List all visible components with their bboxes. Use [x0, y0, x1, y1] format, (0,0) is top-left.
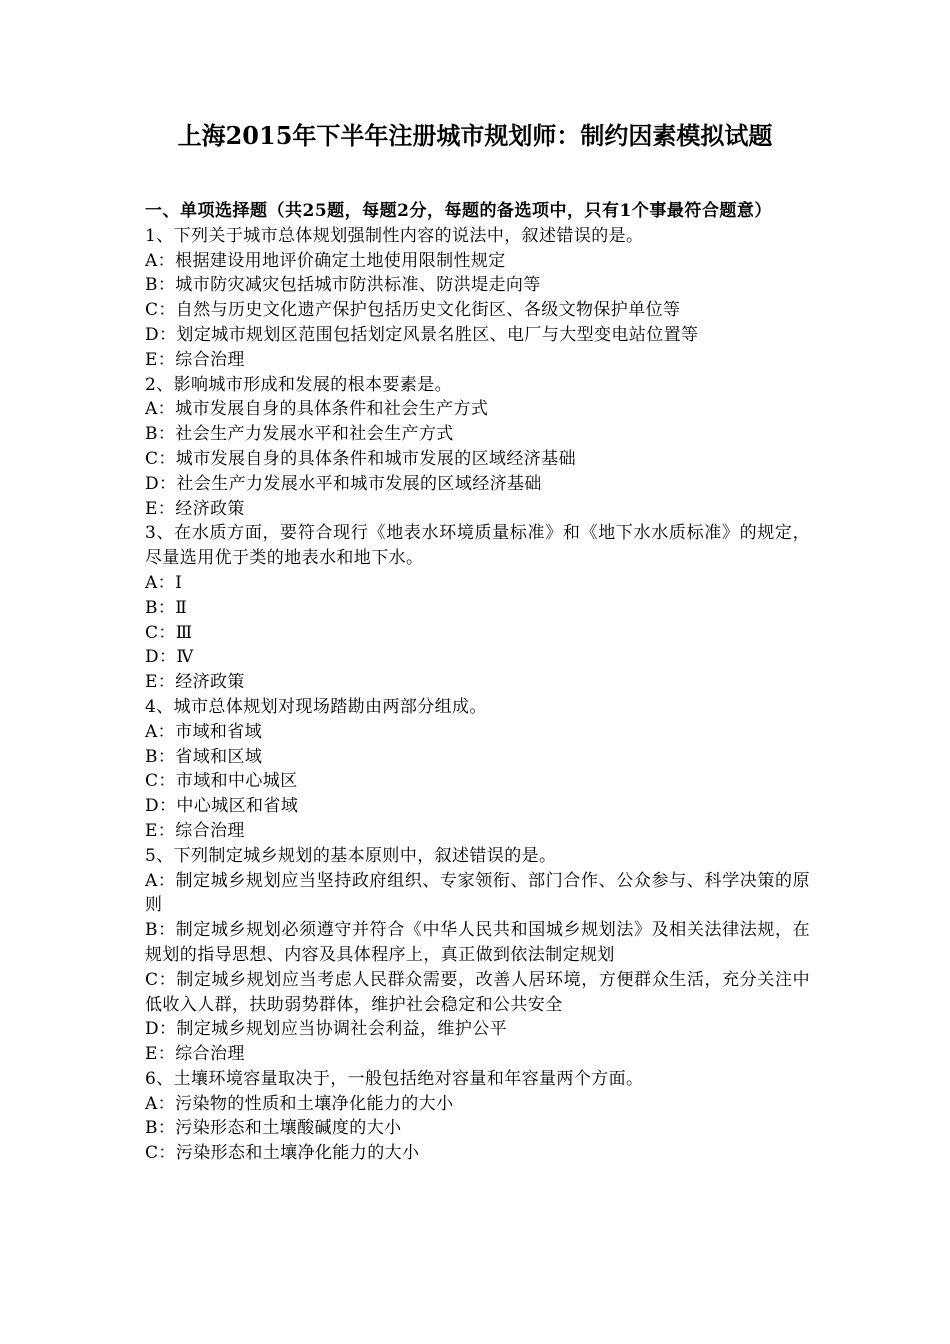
- answer-option: B：污染形态和土壤酸碱度的大小: [145, 1118, 402, 1139]
- answer-option: A：市域和省域: [145, 721, 263, 742]
- answer-option: C：制定城乡规划应当考虑人民群众需要，改善人居环境，方便群众生活，充分关注中低收入人群，扶助弱势群体，维护社会稳定和公共安全: [145, 969, 810, 1015]
- answer-option: B：社会生产力发展水平和社会生产方式: [145, 424, 454, 445]
- question-stem: 2、影响城市形成和发展的根本要素是。: [145, 374, 453, 395]
- answer-option: E：综合治理: [145, 349, 245, 370]
- question-block-6: [145, 1067, 810, 1166]
- document-body: [145, 199, 810, 1166]
- answer-option: A：Ⅰ: [145, 572, 183, 593]
- answer-option: A：城市发展自身的具体条件和社会生产方式: [145, 399, 489, 420]
- answer-option: C：Ⅲ: [145, 622, 193, 643]
- question-stem: 6、土壤环境容量取决于，一般包括绝对容量和年容量两个方面。: [145, 1068, 644, 1089]
- question-stem: 5、下列制定城乡规划的基本原则中，叙述错误的是。: [145, 845, 557, 866]
- answer-option: D：划定城市规划区范围包括划定风景名胜区、电厂与大型变电站位置等: [145, 324, 699, 345]
- answer-option: B：省域和区域: [145, 746, 263, 767]
- answer-option: A：制定城乡规划应当坚持政府组织、专家领衔、部门合作、公众参与、科学决策的原则: [145, 870, 810, 916]
- question-block-1: [145, 224, 810, 373]
- question-block-3: [145, 521, 810, 695]
- answer-option: D：制定城乡规划应当协调社会利益，维护公平: [145, 1019, 508, 1040]
- question-stem: 1、下列关于城市总体规划强制性内容的说法中，叙述错误的是。: [145, 225, 644, 246]
- answer-option: E：经济政策: [145, 498, 245, 519]
- answer-option: E：综合治理: [145, 820, 245, 841]
- answer-option: A：根据建设用地评价确定土地使用限制性规定: [145, 250, 506, 271]
- answer-option: C：城市发展自身的具体条件和城市发展的区域经济基础: [145, 448, 577, 469]
- question-block-5: [145, 844, 810, 1067]
- question-stem: 3、在水质方面，要符合现行《地表水环境质量标准》和《地下水水质标准》的规定，尽量选用优于类的地表水和地下水。: [145, 523, 810, 569]
- answer-option: E：经济政策: [145, 672, 245, 693]
- question-stem: 4、城市总体规划对现场踏勘由两部分组成。: [145, 696, 487, 717]
- section-heading: 一、单项选择题（共25题，每题2分，每题的备选项中，只有1个事最符合题意）: [145, 201, 772, 221]
- answer-option: C：自然与历史文化遗产保护包括历史文化街区、各级文物保护单位等: [145, 300, 681, 321]
- answer-option: C：污染形态和土壤净化能力的大小: [145, 1143, 420, 1164]
- answer-option: B：制定城乡规划必须遵守并符合《中华人民共和国城乡规划法》及相关法律法规，在规划的指导思想、内容及具体程序上，真正做到依法制定规划: [145, 920, 810, 965]
- answer-option: A：污染物的性质和土壤净化能力的大小: [145, 1093, 454, 1114]
- document-title: 上海2015年下半年注册城市规划师：制约因素模拟试题: [177, 121, 773, 150]
- question-block-4: [145, 695, 810, 844]
- answer-option: C：市域和中心城区: [145, 771, 298, 792]
- answer-option: D：Ⅳ: [145, 647, 194, 668]
- question-block-2: [145, 373, 810, 522]
- answer-option: D：社会生产力发展水平和城市发展的区域经济基础: [145, 473, 542, 494]
- answer-option: B：Ⅱ: [145, 597, 188, 618]
- answer-option: D：中心城区和省域: [145, 796, 299, 817]
- answer-option: E：综合治理: [145, 1044, 245, 1065]
- answer-option: B：城市防灾减灾包括城市防洪标准、防洪堤走向等: [145, 275, 541, 296]
